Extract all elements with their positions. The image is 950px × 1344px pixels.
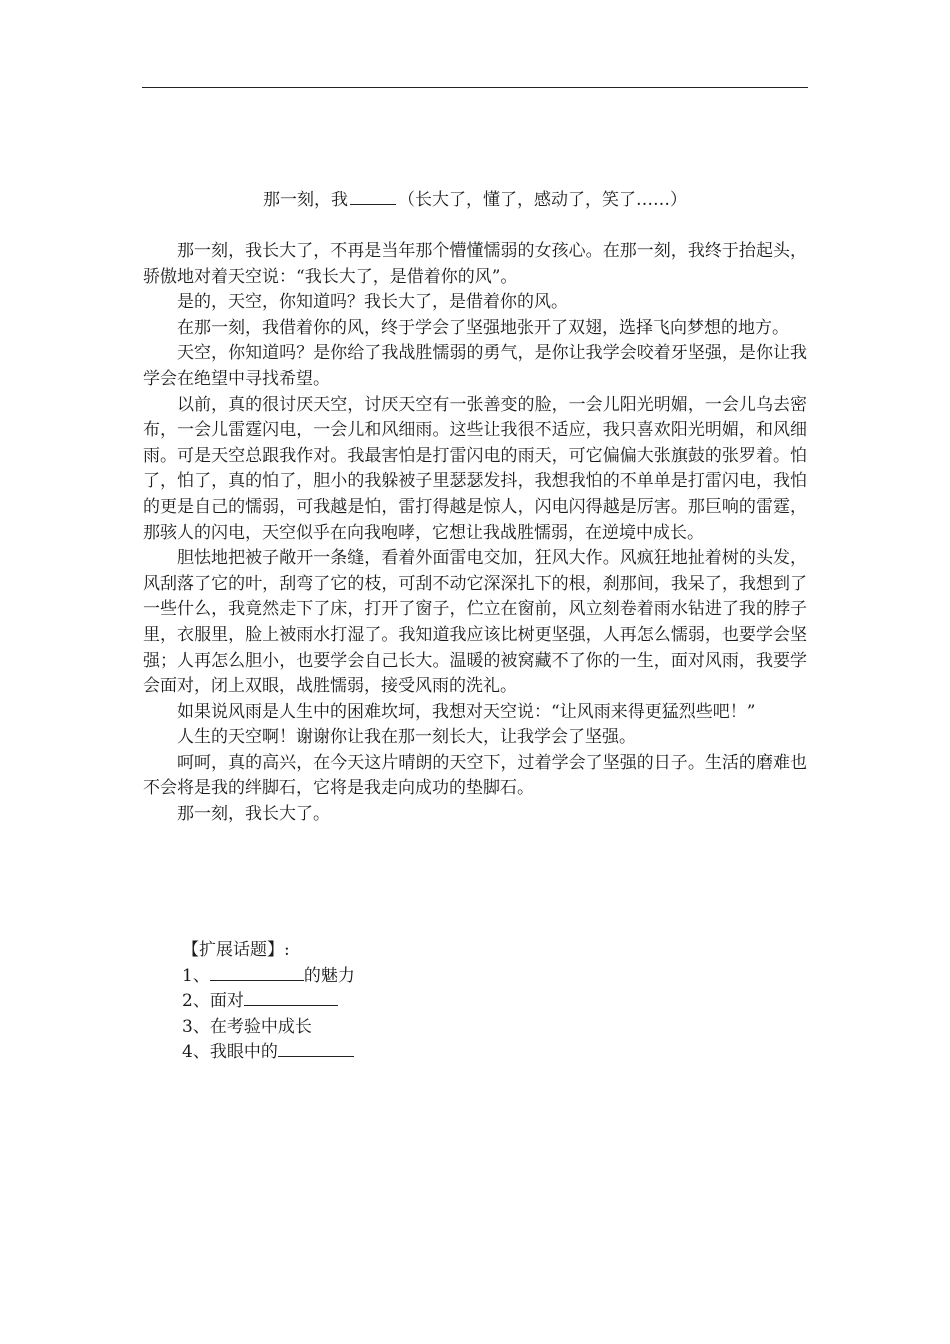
paragraph: 在那一刻，我借着你的风，终于学会了坚强地张开了双翅，选择飞向梦想的地方。 xyxy=(177,317,789,338)
topic-item-prefix: 1、 xyxy=(182,965,210,986)
paragraph: 呵呵，真的高兴，在今天这片晴朗的天空下，过着学会了坚强的日子。生活的磨难也不会将是我的绊脚石，它将是我走向成功的垫脚石。 xyxy=(143,752,807,799)
title-blank xyxy=(350,188,396,205)
essay-body xyxy=(143,239,807,828)
paragraph: 天空，你知道吗？是你给了我战胜懦弱的勇气，是你让我学会咬着牙坚强，是你让我学会在绝望中寻找希望。 xyxy=(143,343,807,389)
title-prefix: 那一刻，我 xyxy=(263,190,348,210)
topic-blank xyxy=(244,989,338,1006)
topic-item xyxy=(182,1040,682,1066)
topic-blank xyxy=(278,1040,354,1057)
header-rule xyxy=(142,87,808,88)
topic-item-prefix: 4、我眼中的 xyxy=(182,1042,278,1062)
topic-item-prefix: 2、面对 xyxy=(182,991,244,1011)
paragraph: 胆怯地把被子敞开一条缝，看着外面雷电交加，狂风大作。风疯狂地扯着树的头发，风刮落了它的叶，刮弯了它的枝，可刮不动它深深扎下的根，刹那间，我呆了，我想到了一些什么，我竟然走下了床，打开了窗子，伫立在窗前，风立刻卷着雨水钻进了我的脖子里，衣服里，脸上被雨水打湿了。我知道我应该比树更坚强，人再怎么懦弱，也要学会坚强；人再怎么胆小，也要学会自己长大。温暖的被窝藏不了你的一生，面对风雨，我要学会面对，闭上双眼，战胜懦弱，接受风雨的洗礼。 xyxy=(143,548,807,697)
paragraph: 以前，真的很讨厌天空，讨厌天空有一张善变的脸，一会儿阳光明媚，一会儿乌去密布，一会儿雷霆闪电，一会儿和风细雨。这些让我很不适应，我只喜欢阳光明媚，和风细雨。可是天空总跟我作对。我最害怕是打雷闪电的雨天，可它偏偏大张旗鼓的张罗着。怕了，怕了，真的怕了，胆小的我躲被子里瑟瑟发抖，我想我怕的不单单是打雷闪电，我怕的更是自己的懦弱，可我越是怕，雷打得越是惊人，闪电闪得越是厉害。那巨响的雷霆，那骇人的闪电，天空似乎在向我咆哮，它想让我战胜懦弱，在逆境中成长。 xyxy=(143,394,807,543)
topic-item-suffix: 的魅力 xyxy=(303,965,355,986)
paragraph: 那一刻，我长大了。 xyxy=(177,804,330,825)
topic-item: 3、在考验中成长 xyxy=(182,1016,312,1037)
title-suffix: （长大了，懂了，感动了，笑了……） xyxy=(398,190,687,210)
paragraph: 那一刻，我长大了，不再是当年那个懵懂懦弱的女孩心。在那一刻，我终于抬起头，骄傲地对着天空说：“我长大了，是借着你的风”。 xyxy=(143,241,807,287)
topic-item xyxy=(182,964,682,990)
topics-heading: 【扩展话题】: xyxy=(182,940,290,960)
essay-title xyxy=(142,188,808,212)
topic-blank xyxy=(210,964,304,981)
paragraph: 是的，天空，你知道吗？我长大了，是借着你的风。 xyxy=(177,292,568,313)
topic-item xyxy=(182,989,682,1015)
extended-topics xyxy=(182,938,682,1066)
paragraph: 人生的天空啊！谢谢你让我在那一刻长大，让我学会了坚强。 xyxy=(177,727,636,748)
paragraph: 如果说风雨是人生中的困难坎坷，我想对天空说：“让风雨来得更猛烈些吧！” xyxy=(177,701,756,722)
